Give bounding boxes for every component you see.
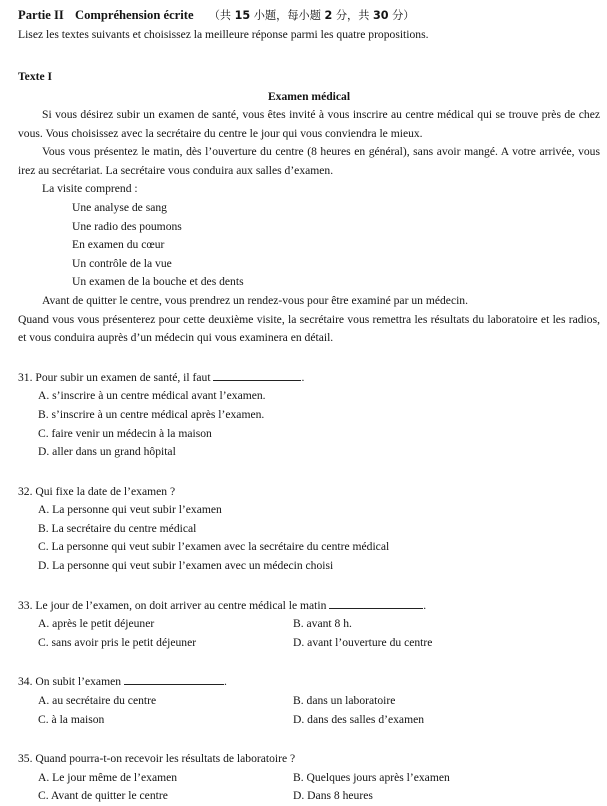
answer-blank: [213, 369, 301, 381]
question-33: [18, 597, 600, 653]
question-35: [18, 750, 600, 806]
option-c[interactable]: C. faire venir un médecin à la maison: [38, 426, 212, 440]
option-b[interactable]: B. dans un laboratoire: [293, 694, 396, 708]
option-a[interactable]: A. Le jour même de l’examen: [38, 770, 178, 784]
list-item: Une analyse de sang: [72, 200, 167, 214]
option-c[interactable]: C. La personne qui veut subir l’examen avec la secrétaire du centre médical: [38, 540, 390, 554]
option-d[interactable]: D. Dans 8 heures: [293, 789, 373, 803]
options-grid: [18, 692, 600, 729]
points-note: （共 15 小题，每小题 2 分，共 30 分）: [208, 9, 415, 22]
list-item: Un examen de la bouche et des dents: [72, 275, 244, 289]
option-b[interactable]: B. Quelques jours après l’examen: [293, 770, 450, 784]
answer-blank: [124, 673, 224, 685]
options-grid: [18, 769, 600, 806]
option-d[interactable]: D. aller dans un grand hôpital: [38, 445, 176, 459]
list-item: En examen du cœur: [72, 238, 165, 252]
question-stem: 34. On subit l’examen .: [18, 675, 227, 689]
instructions: Lisez les textes suivants et choisissez la meilleure réponse parmi les quatre propositions.: [18, 28, 429, 41]
option-d[interactable]: D. dans des salles d’examen: [293, 712, 425, 726]
question-stem: 33. Le jour de l’examen, on doit arriver au centre médical le matin .: [18, 598, 427, 612]
visit-list: [18, 199, 600, 292]
question-stem: 31. Pour subir un examen de santé, il faut .: [18, 370, 305, 384]
exam-page: [18, 7, 600, 806]
option-c[interactable]: C. à la maison: [38, 712, 105, 726]
section-header: [18, 7, 600, 24]
option-d[interactable]: D. avant l’ouverture du centre: [293, 635, 433, 649]
option-a[interactable]: A. s’inscrire à un centre médical avant l’examen.: [38, 389, 266, 403]
paragraph-4: Avant de quitter le centre, vous prendrez un rendez-vous pour être examiné par un médecin.: [42, 293, 469, 307]
texte-label: Texte I: [18, 70, 53, 83]
paragraph-3: La visite comprend :: [42, 182, 138, 196]
option-a[interactable]: A. au secrétaire du centre: [38, 694, 157, 708]
part-label: Partie II: [18, 8, 64, 22]
question-stem: 35. Quand pourra-t-on recevoir les résultats de laboratoire ?: [18, 752, 296, 766]
paragraph-5: Quand vous vous présenterez pour cette deuxième visite, la secrétaire vous remettra les résultats du laboratoire et les radios, et vous conduira auprès d’un médecin qui vous examinera en détail.: [18, 312, 600, 345]
option-b[interactable]: B. s’inscrire à un centre médical après l’examen.: [38, 407, 265, 421]
paragraph-2: Vous vous présentez le matin, dès l’ouverture du centre (8 heures en général), sans avoir mangé. A votre arrivée, vous irez au secrétariat. La secrétaire vous conduira aux salles d’examen.: [18, 145, 600, 177]
question-stem: 32. Qui fixe la date de l’examen ?: [18, 484, 176, 498]
option-a[interactable]: A. après le petit déjeuner: [38, 617, 155, 631]
answer-blank: [329, 597, 423, 609]
options-grid: [18, 615, 600, 652]
question-32: [18, 483, 600, 576]
question-31: [18, 369, 600, 462]
list-item: Un contrôle de la vue: [72, 256, 172, 270]
paragraph-1: Si vous désirez subir un examen de santé, vous êtes invité à vous inscrire au centre médical qui se trouve près de chez vous. Vous choisissez avec la secrétaire du centre le jour qui vous conviendra le mieux.: [18, 108, 600, 140]
list-item: Une radio des poumons: [72, 219, 182, 233]
option-c[interactable]: C. sans avoir pris le petit déjeuner: [38, 635, 197, 649]
question-34: [18, 673, 600, 729]
option-b[interactable]: B. La secrétaire du centre médical: [38, 521, 197, 535]
options-list: [18, 501, 600, 575]
texte-title: Examen médical: [267, 90, 351, 103]
option-a[interactable]: A. La personne qui veut subir l’examen: [38, 503, 222, 517]
options-list: [18, 387, 600, 461]
option-b[interactable]: B. avant 8 h.: [293, 617, 352, 631]
option-d[interactable]: D. La personne qui veut subir l’examen avec un médecin choisi: [38, 559, 334, 573]
option-c[interactable]: C. Avant de quitter le centre: [38, 789, 168, 803]
section-title: Compréhension écrite: [74, 8, 194, 22]
